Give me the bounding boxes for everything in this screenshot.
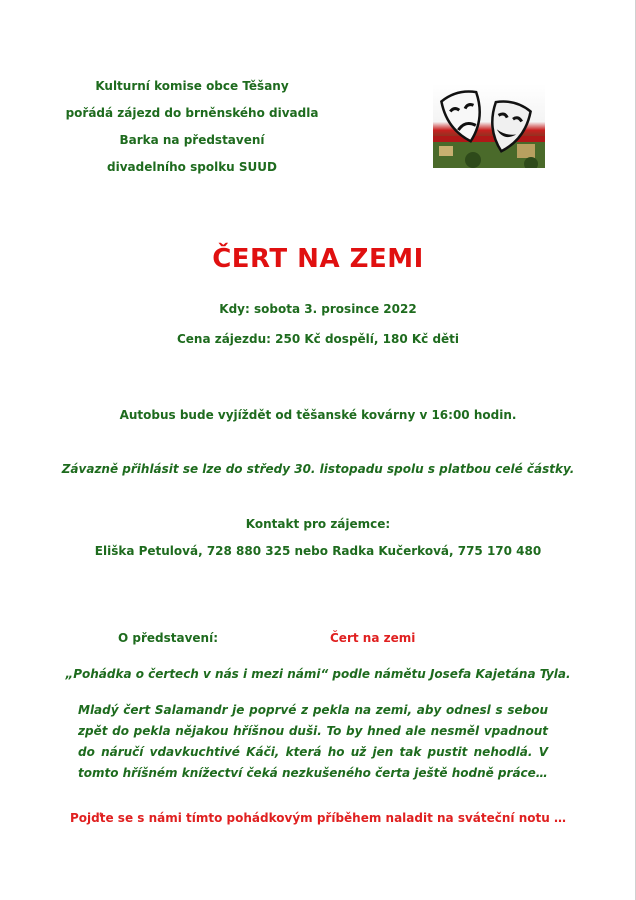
- organizer-line-2: pořádá zájezd do brněnského divadla: [65, 106, 319, 120]
- theater-masks-icon: [433, 84, 545, 168]
- event-date: Kdy: sobota 3. prosince 2022: [219, 302, 417, 316]
- event-title: ČERT NA ZEMI: [212, 244, 424, 274]
- about-show-name: Čert na zemi: [330, 631, 416, 645]
- organizer-line-4: divadelního spolku SUUD: [107, 160, 277, 174]
- about-description: Mladý čert Salamandr je poprvé z pekla na zemi, aby odnesl s sebou zpět do pekla nějakou hříšnou duši. To by hned ale nesměl vpadnout do náručí vdavkuchtivé Káči, která ho už jen tak pustit nehodlá. V tomto hříšném knížectví čeká nezkušeného čerta ještě hodně práce…: [78, 703, 548, 780]
- registration-info: Závazně přihlásit se lze do středy 30. listopadu spolu s platbou celé částky.: [61, 462, 575, 476]
- organizer-line-1: Kulturní komise obce Těšany: [95, 79, 289, 93]
- contact-heading: Kontakt pro zájemce:: [245, 517, 391, 531]
- about-label: O představení:: [118, 631, 219, 645]
- organizer-line-3: Barka na představení: [119, 133, 265, 147]
- contact-people: Eliška Petulová, 728 880 325 nebo Radka Kučerková, 775 170 480: [94, 544, 542, 558]
- bus-info: Autobus bude vyjíždět od těšanské kovárny v 16:00 hodin.: [119, 408, 517, 422]
- about-subtitle: „Pohádka o čertech v nás i mezi námi“ podle námětu Josefa Kajetána Tyla.: [65, 667, 571, 681]
- closing-invitation: Pojďte se s námi tímto pohádkovým příběhem naladit na sváteční notu …: [70, 811, 566, 825]
- event-price: Cena zájezdu: 250 Kč dospělí, 180 Kč děti: [176, 332, 460, 346]
